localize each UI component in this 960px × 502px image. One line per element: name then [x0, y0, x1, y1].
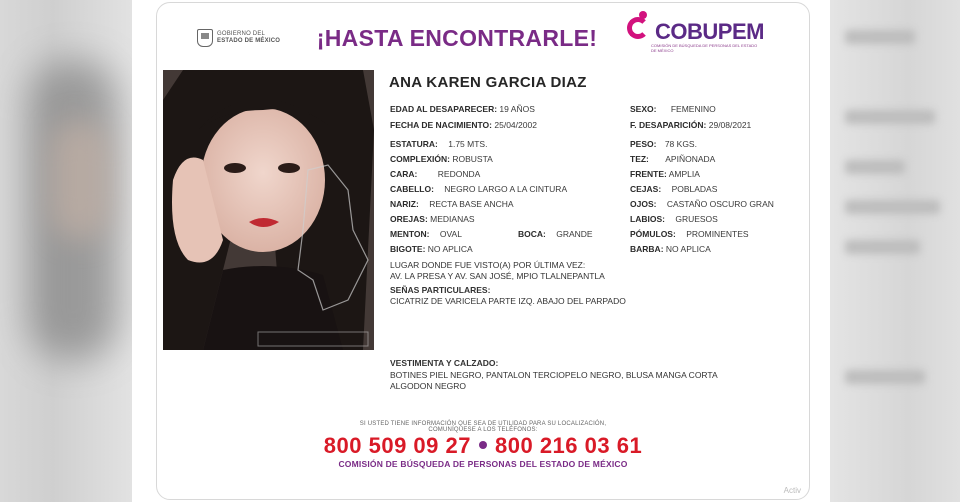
- field-peso: PESO: 78 KGS.: [630, 139, 697, 149]
- clothing-line2: ALGODON NEGRO: [390, 381, 467, 391]
- person-photo: [163, 70, 374, 350]
- field-complexion: COMPLEXIÓN: ROBUSTA: [390, 154, 493, 164]
- cobupem-logo: [625, 11, 765, 61]
- clothing-line1: BOTINES PIEL NEGRO, PANTALON TERCIOPELO NEGRO, BLUSA MANGA CORTA: [390, 370, 718, 380]
- marks-value: CICATRIZ DE VARICELA PARTE IZQ. ABAJO DEL PARPADO: [390, 296, 626, 306]
- field-nariz: NARIZ: RECTA BASE ANCHA: [390, 199, 514, 209]
- field-orejas: OREJAS: MEDIANAS: [390, 214, 475, 224]
- field-ojos: OJOS: CASTAÑO OSCURO GRAN: [630, 199, 774, 209]
- person-name: ANA KAREN GARCIA DIAZ: [389, 74, 587, 91]
- field-estatura: ESTATURA: 1.75 MTS.: [390, 139, 488, 149]
- government-logo: [197, 29, 280, 47]
- field-boca: BOCA: GRANDE: [518, 229, 593, 239]
- separator-dot-icon: [479, 441, 487, 449]
- field-tez: TEZ: APIÑONADA: [630, 154, 716, 164]
- field-fecha-nacimiento: FECHA DE NACIMIENTO: 25/04/2002: [390, 120, 537, 130]
- watermark: Activ: [783, 486, 801, 495]
- contact-line2: COMUNÍQUESE A LOS TELÉFONOS:: [428, 427, 538, 433]
- field-barba: BARBA: NO APLICA: [630, 244, 711, 254]
- headline: ¡HASTA ENCONTRARLE!: [316, 25, 598, 51]
- footer-agency: COMISIÓN DE BÚSQUEDA DE PERSONAS DEL ESTADO DE MÉXICO: [338, 459, 628, 469]
- marks-label: SEÑAS PARTICULARES:: [390, 285, 491, 295]
- contact-line1: SI USTED TIENE INFORMACIÓN QUE SEA DE UTILIDAD PARA SU LOCALIZACIÓN,: [359, 421, 607, 427]
- state-seal-icon: [197, 29, 213, 47]
- field-frente: FRENTE: AMPLIA: [630, 169, 700, 179]
- field-cara: CARA: REDONDA: [390, 169, 481, 179]
- last-seen-value: AV. LA PRESA Y AV. SAN JOSÉ, MPIO TLALNEPANTLA: [390, 271, 605, 281]
- field-bigote: BIGOTE: NO APLICA: [390, 244, 473, 254]
- missing-person-card: [156, 2, 810, 500]
- agency-name: COBUPEM: [655, 19, 764, 44]
- field-cabello: CABELLO: NEGRO LARGO A LA CINTURA: [390, 184, 568, 194]
- agency-subtitle: COMISIÓN DE BÚSQUEDA DE PERSONAS DEL ESTADO DE MÉXICO: [651, 43, 758, 53]
- blurred-background-left: [0, 0, 132, 502]
- clothing-label: VESTIMENTA Y CALZADO:: [390, 358, 499, 368]
- field-edad: EDAD AL DESAPARECER: 19 AÑOS: [390, 104, 535, 114]
- field-fecha-desaparicion: F. DESAPARICIÓN: 29/08/2021: [630, 120, 752, 130]
- last-seen-label: LUGAR DONDE FUE VISTO(A) POR ÚLTIMA VEZ:: [390, 260, 586, 270]
- field-menton: MENTON: OVAL: [390, 229, 462, 239]
- field-labios: LABIOS: GRUESOS: [630, 214, 718, 224]
- poster-image: [132, 0, 830, 502]
- phone-number-1: 800 509 09 27: [323, 433, 471, 458]
- gov-logo-line2: ESTADO DE MÉXICO: [217, 38, 281, 44]
- cobupem-c-icon: [627, 17, 649, 39]
- gov-logo-line1: GOBIERNO DEL: [217, 31, 266, 37]
- field-sexo: SEXO: FEMENINO: [630, 104, 716, 114]
- contact-section: [157, 421, 809, 469]
- field-pomulos: PÓMULOS: PROMINENTES: [630, 229, 749, 239]
- phone-number-2: 800 216 03 61: [495, 433, 643, 458]
- blurred-background-right: [830, 0, 960, 502]
- phone-numbers: [157, 433, 809, 459]
- field-cejas: CEJAS: POBLADAS: [630, 184, 718, 194]
